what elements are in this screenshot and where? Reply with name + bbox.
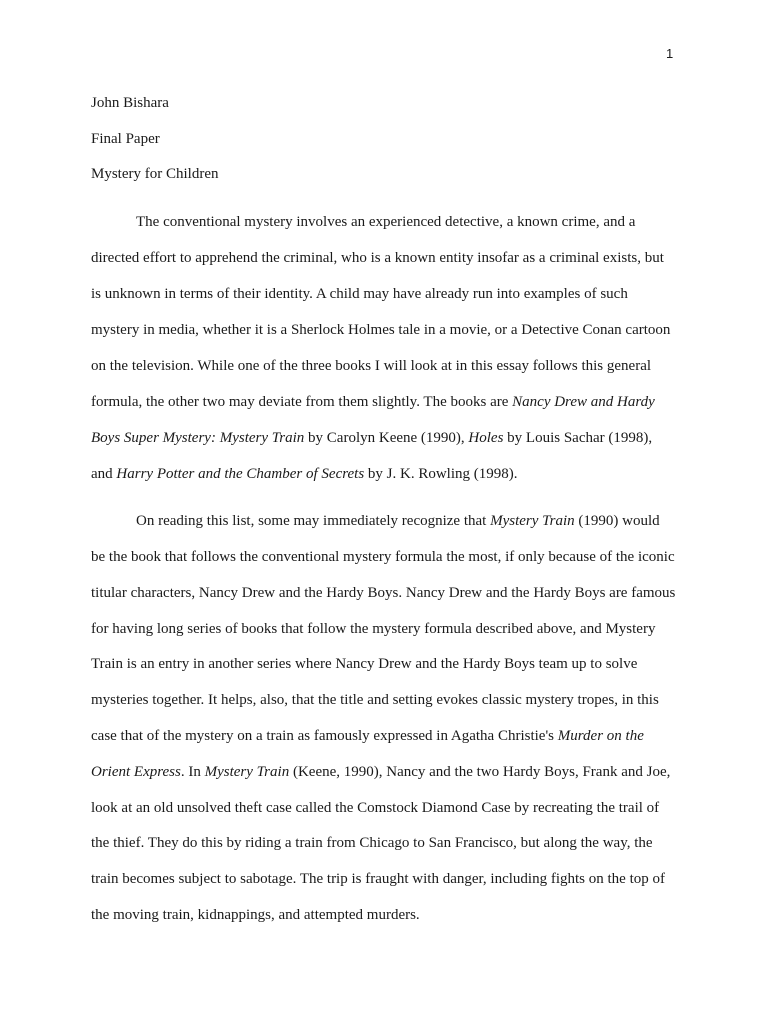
text-run: (Keene, 1990), Nancy and the two Hardy Boys, Frank and Joe,: [289, 764, 671, 780]
paragraph-line: the moving train, kidnappings, and attempted murders.: [91, 907, 420, 923]
book-title-italic: Harry Potter and the Chamber of Secrets: [116, 466, 365, 482]
text-run: case that of the mystery on a train as famously expressed in Agatha Christie's: [91, 728, 558, 744]
paragraph-line: the thief. They do this by riding a train from Chicago to San Francisco, but along the way, the: [91, 835, 653, 851]
text-run: On reading this list, some may immediately recognize that: [136, 513, 491, 529]
paragraph-line: [91, 464, 518, 484]
book-title-italic: Holes: [468, 430, 504, 446]
paragraph-line: [91, 726, 644, 746]
text-run: by Louis Sachar (1998),: [503, 430, 653, 446]
paragraph-line: directed effort to apprehend the criminal, who is a known entity insofar as a criminal exists, but: [91, 250, 664, 266]
paragraph-line: [91, 762, 670, 782]
paragraph-line: [136, 511, 660, 531]
paragraph-line: be the book that follows the conventional mystery formula the most, if only because of the iconic: [91, 549, 675, 565]
text-run: . In: [180, 764, 205, 780]
book-title-italic: Orient Express: [91, 764, 181, 780]
text-run: by Carolyn Keene (1990),: [304, 430, 469, 446]
book-title-italic: Mystery Train: [204, 764, 290, 780]
page-number: 1: [666, 46, 674, 61]
paragraph-line: mystery in media, whether it is a Sherlock Holmes tale in a movie, or a Detective Conan cartoon: [91, 322, 671, 338]
paper-title: Mystery for Children: [91, 166, 219, 182]
book-title-italic: Murder on the: [557, 728, 644, 744]
paragraph-line: The conventional mystery involves an experienced detective, a known crime, and a: [136, 214, 636, 230]
paragraph-line: titular characters, Nancy Drew and the Hardy Boys. Nancy Drew and the Hardy Boys are famous: [91, 585, 676, 601]
author-name: John Bishara: [91, 95, 169, 111]
book-title-italic: Mystery Train: [490, 513, 575, 529]
paragraph-line: is unknown in terms of their identity. A child may have already run into examples of such: [91, 286, 628, 302]
paragraph-line: look at an old unsolved theft case called the Comstock Diamond Case by recreating the trail of: [91, 800, 660, 816]
paragraph-line: [91, 428, 652, 448]
book-title-italic: Boys Super Mystery: Mystery Train: [91, 430, 305, 446]
text-run: by J. K. Rowling (1998).: [364, 466, 518, 482]
assignment-title: Final Paper: [91, 131, 160, 147]
paragraph-line: for having long series of books that follow the mystery formula described above, and Mystery: [91, 621, 656, 637]
text-run: (1990) would: [574, 513, 660, 529]
paragraph-line: mysteries together. It helps, also, that the title and setting evokes classic mystery tropes, in this: [91, 692, 659, 708]
text-run: and: [91, 466, 117, 482]
paragraph-line: on the television. While one of the three books I will look at in this essay follows this general: [91, 358, 652, 374]
paragraph-line: train becomes subject to sabotage. The trip is fraught with danger, including fights on the top of: [91, 871, 665, 887]
text-run: formula, the other two may deviate from them slightly. The books are: [91, 394, 513, 410]
paragraph-line: [91, 392, 655, 412]
paragraph-line: Train is an entry in another series where Nancy Drew and the Hardy Boys team up to solve: [91, 656, 638, 672]
book-title-italic: Nancy Drew and Hardy: [512, 394, 655, 410]
